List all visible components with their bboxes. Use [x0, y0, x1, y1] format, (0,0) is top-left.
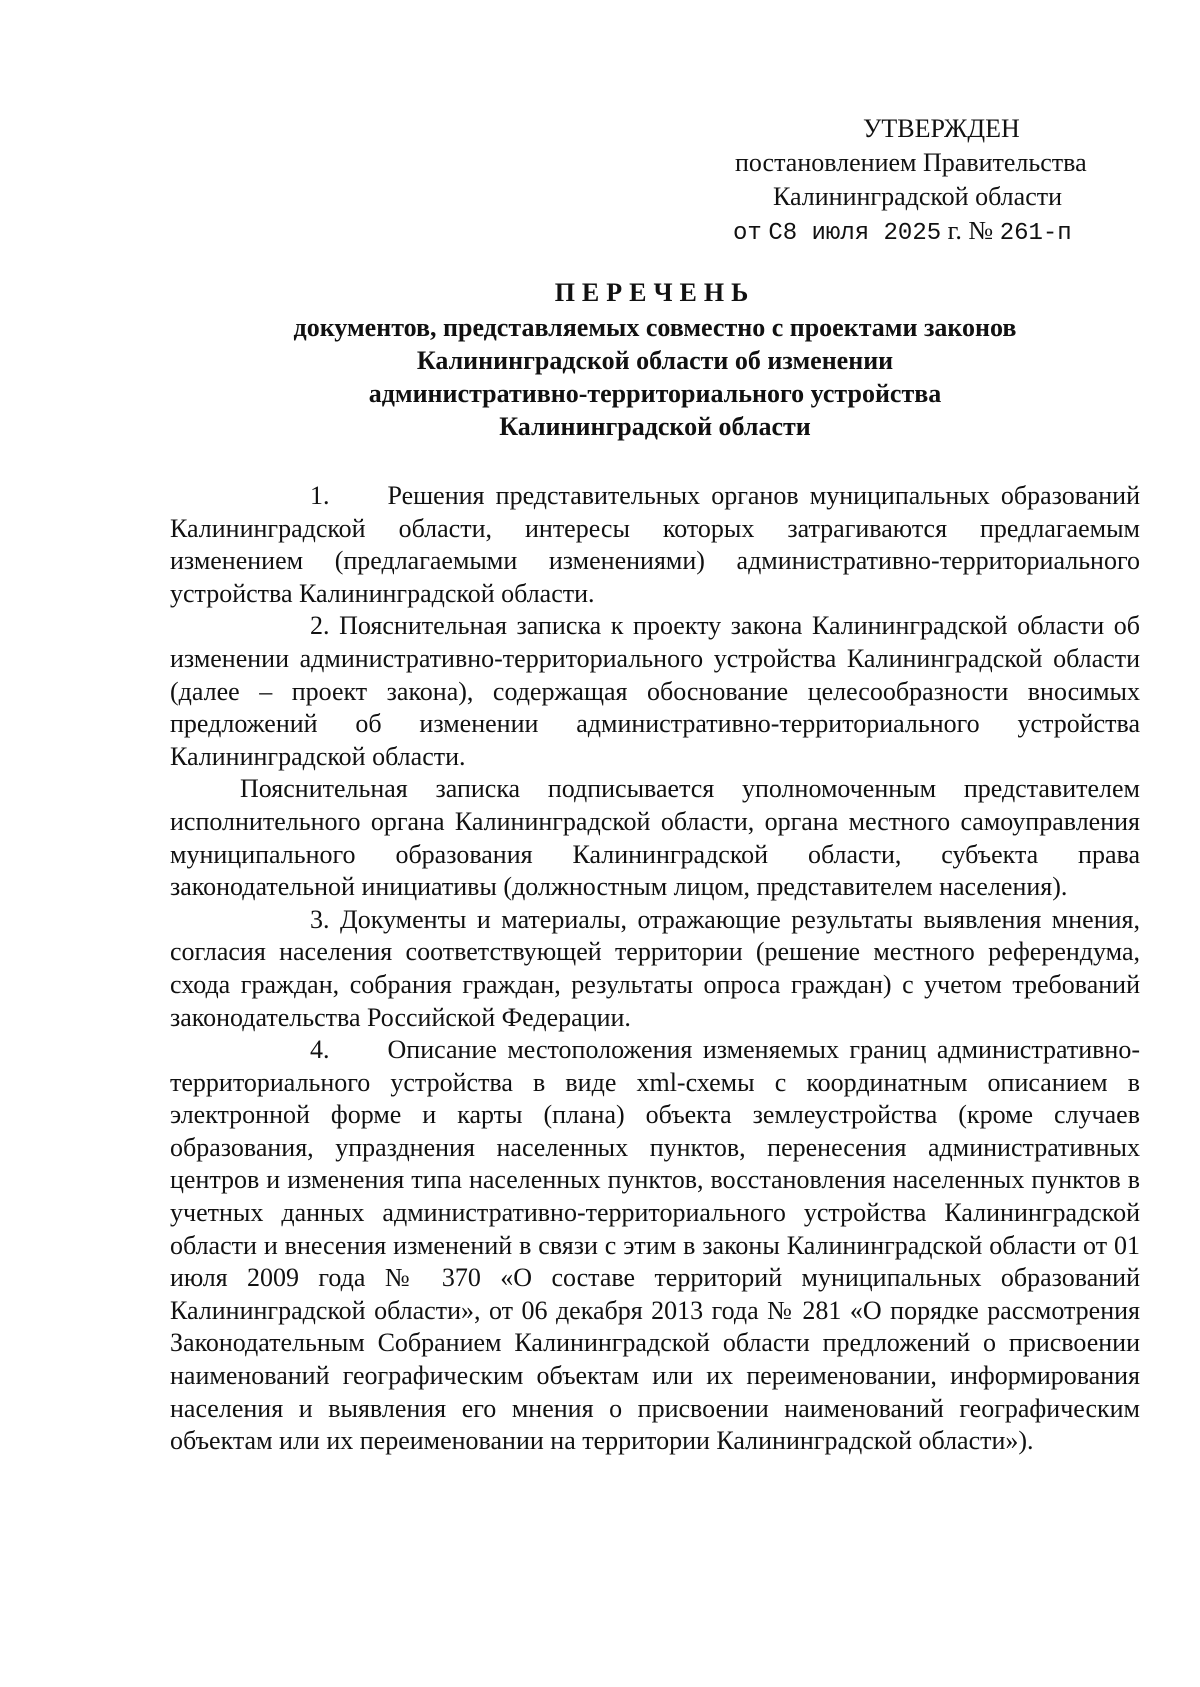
approval-date-value: С8 июля 2025: [768, 220, 942, 247]
subtitle-line-1: документов, представляемых совместно с проектами законов: [293, 313, 1017, 342]
item-number: 3.: [310, 904, 330, 934]
item-text: Решения представительных органов муниципальных образований Калининградской области, интересы которых затрагиваются предлагаемым изменением (предлагаемыми изменениями) административно-территориального устройства Калининградской области.: [170, 481, 1140, 608]
approval-line-1: постановлением Правительства: [735, 148, 1087, 177]
item-text: Пояснительная записка к проекту закона Калининградской области об изменении административно-территориального устройства Калининградской области (далее – проект закона), содержащая обоснование целесообразности вносимых предложений об изменении административно-территориального устройства Калининградской области.: [170, 611, 1140, 771]
item-text: Пояснительная записка подписывается уполномоченным представителем исполнительного органа Калининградской области, органа местного самоуправления муниципального образования Калининградской области, субъекта права законодательной инициативы (должностным лицом, представителем населения).: [170, 774, 1140, 902]
subtitle-line-2: Калининградской области об изменении: [416, 346, 894, 375]
item-number: 2.: [310, 611, 330, 641]
item-number: 4.: [310, 1035, 330, 1065]
approval-date-prefix: от: [733, 220, 762, 247]
subtitle-line-4: Калининградской области: [499, 412, 811, 441]
paragraph-item-3: [170, 904, 1140, 1034]
paragraph-item-1: [170, 480, 1140, 610]
approval-number: 261-п: [999, 220, 1072, 247]
approval-title: УТВЕРЖДЕН: [863, 114, 1020, 143]
document-body: [170, 480, 1140, 1458]
approval-date-suffix: г. №: [947, 216, 994, 245]
document-title: ПЕРЕЧЕНЬ: [554, 278, 756, 307]
document-heading: [170, 276, 1140, 443]
item-text: Документы и материалы, отражающие результаты выявления мнения, согласия населения соответствующей территории (решение местного референдума, схода граждан, собрания граждан, результаты опроса граждан) с учетом требований законодательства Российской Федерации.: [170, 904, 1140, 1032]
subtitle-line-3: административно-территориального устройства: [368, 379, 942, 408]
item-text: Описание местоположения изменяемых границ административно-территориального устройства в виде xml-схемы с координатным описанием в электронной форме и карты (плана) объекта землеустройства (кроме случаев образования, упразднения населенных пунктов, перенесения административных центров и изменения типа населенных пунктов, восстановления населенных пунктов в учетных данных административно-территориального устройства Калининградской области и внесения изменений в связи с этим в законы Калининградской области от 01 июля 2009 года № 370 «О составе территорий муниципальных образований Калининградской области», от 06 декабря 2013 года № 281 «О порядке рассмотрения Законодательным Собранием Калининградской области предложений о присвоении наименований географическим объектам или их переименовании, информирования населения и выявления его мнения о присвоении наименований географическим объектам или их переименовании на территории Калининградской области»).: [170, 1035, 1140, 1456]
approval-stamp: [735, 112, 1135, 251]
paragraph-item-2: [170, 610, 1140, 773]
item-number: 1.: [310, 481, 330, 510]
approval-date-line: [733, 214, 1135, 251]
approval-line-2: Калининградской области: [773, 182, 1063, 211]
paragraph-explanatory-note: [170, 773, 1140, 903]
paragraph-item-4: [170, 1034, 1140, 1458]
